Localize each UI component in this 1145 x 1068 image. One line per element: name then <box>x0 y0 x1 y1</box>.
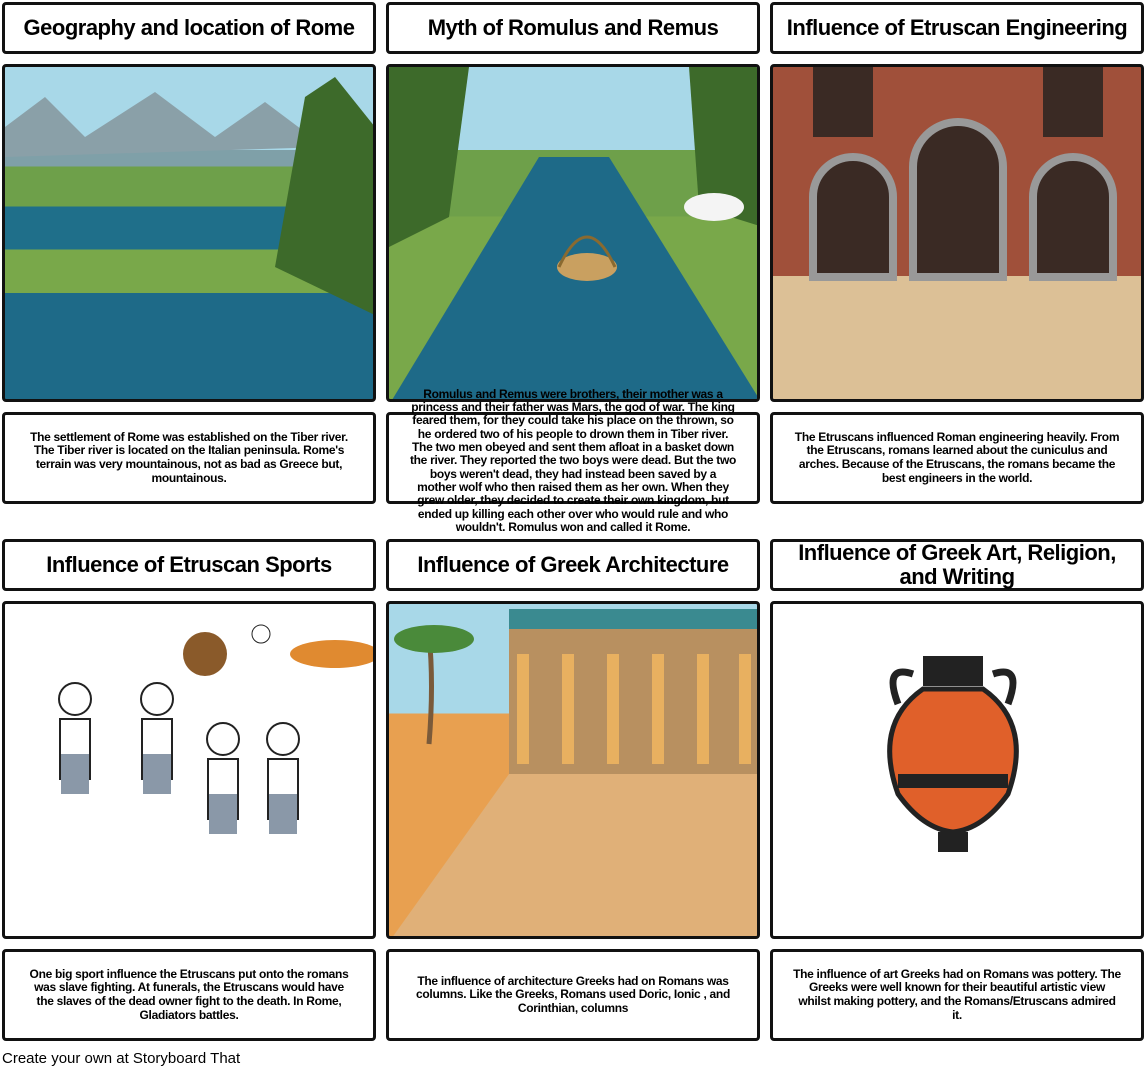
panel-3-description-box <box>770 412 1144 504</box>
panel-description: One big sport influence the Etruscans put onto the romans was slave fighting. At funerals, the Etruscans would have the slaves of the dead owner fight to the death. In Rome, Gladiators battles. <box>29 966 349 1022</box>
panel-description: The influence of art Greeks had on Romans was pottery. The Greeks were well known for their beautiful artistic view whilst making pottery, and the Romans/Etruscans admired it. <box>793 966 1121 1022</box>
panel-6-title-box <box>770 539 1144 591</box>
panel-title: Geography and location of Rome <box>23 15 355 40</box>
panel-2-description-box <box>386 386 760 534</box>
panel-3-title-box <box>770 2 1144 54</box>
panel-description: Romulus and Remus were brothers, their mother was a princess and their father was Mars, the god of war. The king feared them, for they could take his place on the thrown, so he ordered two of his people to drown them in Tiber river. The two men obeyed and sent them afloat in a basket down the river. They reported the two boys were dead. But the two boys weren't dead, they had instead been saved by a mother wolf who then raised them as her own. When they grew older, they decided to create their own kingdom, but ended up killing each other over who would rule and who wouldn't. Romulus won and called it Rome. <box>409 386 737 534</box>
panel-title: Influence of Greek Art, Religion, and Writing <box>798 540 1116 589</box>
panel-4-title-box <box>2 539 376 591</box>
river-landscape-image <box>2 64 376 402</box>
temple-icon <box>389 604 760 939</box>
gladiators-image <box>2 601 376 939</box>
panel-5-title-box <box>386 539 760 591</box>
panel-description: The influence of architecture Greeks had on Romans was columns. Like the Greeks, Romans used Doric, Ionic , and Corinthian, columns <box>416 973 730 1015</box>
river-basket-wolf-image <box>386 64 760 402</box>
greek-vase-image <box>770 601 1144 939</box>
panel-title: Myth of Romulus and Remus <box>427 15 719 40</box>
panel-5-description-box <box>386 949 760 1041</box>
panel-6-description-box <box>770 949 1144 1041</box>
greek-temple-image <box>386 601 760 939</box>
panel-4-description-box <box>2 949 376 1041</box>
panel-title: Influence of Etruscan Sports <box>46 552 332 577</box>
panel-1-title-box <box>2 2 376 54</box>
arches-icon <box>773 67 1144 402</box>
panel-description: The settlement of Rome was established on the Tiber river. The Tiber river is located on the Italian peninsula. Rome's terrain was very mountainous, not as bad as Greece but, mountainous. <box>30 429 348 485</box>
mountains-icon <box>5 67 376 402</box>
panel-1-description-box <box>2 412 376 504</box>
amphora-icon <box>773 604 1144 939</box>
panel-description: The Etruscans influenced Roman engineering heavily. From the Etruscans, romans learned about the cuniculus and arches. Because of the Etruscans, the romans became the best engineers in the world. <box>794 429 1120 485</box>
river-scene-icon <box>389 67 760 402</box>
gladiators-icon <box>5 604 376 939</box>
storyboard-that-link[interactable]: Create your own at Storyboard That <box>2 1050 241 1067</box>
panel-2-title-box <box>386 2 760 54</box>
panel-title: Influence of Greek Architecture <box>417 552 729 577</box>
etruscan-arches-image <box>770 64 1144 402</box>
panel-title: Influence of Etruscan Engineering <box>786 15 1128 40</box>
